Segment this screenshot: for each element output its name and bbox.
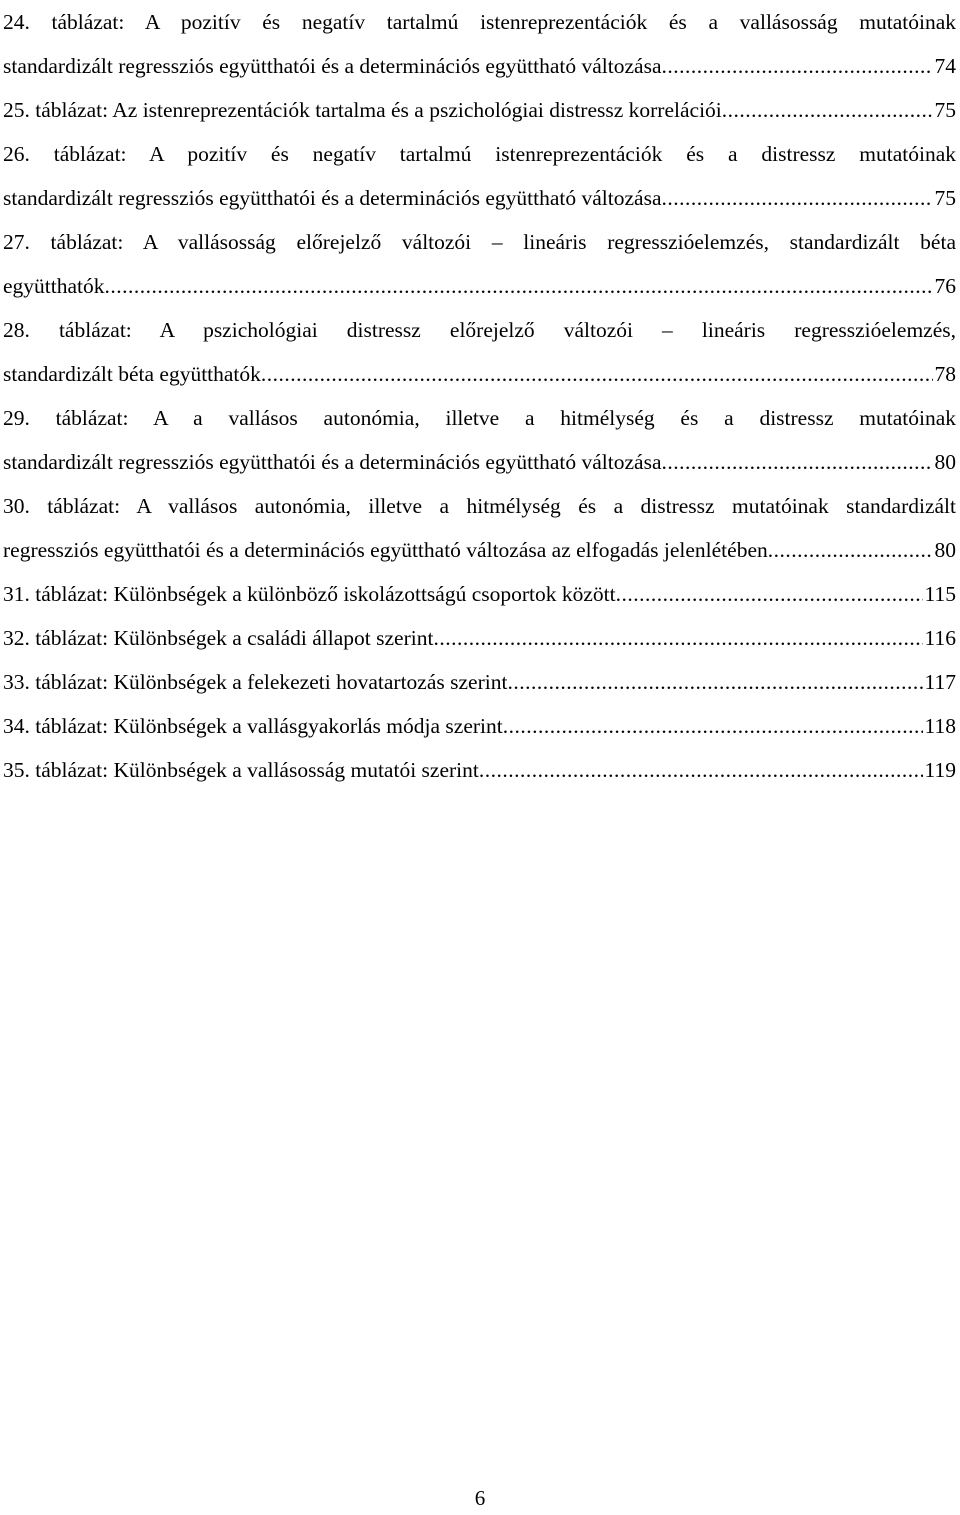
toc-entry-last-line: [3, 660, 956, 704]
dot-leader: [662, 44, 933, 88]
toc-entry-page[interactable]: 74: [934, 54, 956, 78]
dot-leader: [662, 176, 933, 220]
toc-entry-last-line: [3, 704, 956, 748]
toc-entry[interactable]: [3, 220, 956, 308]
toc-entry-line: 27. táblázat: A vallásosság előrejelző változói – lineáris regresszióelemzés, standardizált béta: [3, 230, 956, 254]
dot-leader: [507, 660, 922, 704]
toc-entry-last-line: [3, 572, 956, 616]
toc-entry-title: 31. táblázat: Különbségek a különböző iskolázottságú csoportok között: [3, 582, 616, 606]
toc-entry-last-line: [3, 748, 956, 792]
toc-entry[interactable]: [3, 132, 956, 220]
toc-entry-title: együtthatók: [3, 274, 105, 298]
table-of-tables: [3, 0, 956, 792]
dot-leader: [722, 88, 933, 132]
toc-entry[interactable]: [3, 0, 956, 88]
toc-entry[interactable]: [3, 572, 956, 616]
toc-entry[interactable]: [3, 88, 956, 132]
toc-entry-title: standardizált béta együtthatók: [3, 362, 261, 386]
toc-entry-title: regressziós együtthatói és a determinációs együttható változása az elfogadás jelenlétében: [3, 538, 768, 562]
toc-entry-page[interactable]: 119: [924, 758, 956, 782]
toc-entry-last-line: [3, 440, 956, 484]
dot-leader: [105, 264, 933, 308]
toc-entry-page[interactable]: 118: [924, 714, 956, 738]
toc-entry-line: 28. táblázat: A pszichológiai distressz előrejelző változói – lineáris regresszióelemzés,: [3, 318, 956, 342]
toc-entry-last-line: [3, 616, 956, 660]
toc-entry-page[interactable]: 117: [924, 670, 956, 694]
toc-entry-page[interactable]: 78: [934, 362, 956, 386]
toc-entry-title: 34. táblázat: Különbségek a vallásgyakorlás módja szerint: [3, 714, 503, 738]
toc-entry-title: 25. táblázat: Az istenreprezentációk tartalma és a pszichológiai distressz korrelációi: [3, 98, 722, 122]
toc-entry-line: 24. táblázat: A pozitív és negatív tartalmú istenreprezentációk és a vallásosság mutatóinak: [3, 10, 956, 34]
toc-entry-title: 32. táblázat: Különbségek a családi állapot szerint: [3, 626, 434, 650]
dot-leader: [662, 440, 933, 484]
toc-entry[interactable]: [3, 616, 956, 660]
toc-entry-title: standardizált regressziós együtthatói és a determinációs együttható változása: [3, 54, 662, 78]
toc-entry-last-line: [3, 88, 956, 132]
dot-leader: [503, 704, 923, 748]
toc-entry-title: 33. táblázat: Különbségek a felekezeti hovatartozás szerint: [3, 670, 508, 694]
toc-entry-last-line: [3, 44, 956, 88]
dot-leader: [616, 572, 923, 616]
toc-entry[interactable]: [3, 308, 956, 396]
toc-entry[interactable]: [3, 748, 956, 792]
toc-entry-line: 26. táblázat: A pozitív és negatív tartalmú istenreprezentációk és a distressz mutatóinak: [3, 142, 956, 166]
toc-entry-title: standardizált regressziós együtthatói és a determinációs együttható változása: [3, 450, 662, 474]
toc-entry-last-line: [3, 176, 956, 220]
dot-leader: [261, 352, 933, 396]
toc-entry-page[interactable]: 75: [934, 98, 956, 122]
dot-leader: [768, 528, 933, 572]
toc-entry-page[interactable]: 75: [934, 186, 956, 210]
toc-entry[interactable]: [3, 484, 956, 572]
toc-entry[interactable]: [3, 660, 956, 704]
toc-entry-page[interactable]: 115: [924, 582, 956, 606]
toc-entry-last-line: [3, 264, 956, 308]
toc-entry-line: 29. táblázat: A a vallásos autonómia, illetve a hitmélység és a distressz mutatóinak: [3, 406, 956, 430]
page-number: 6: [474, 1486, 486, 1510]
dot-leader: [433, 616, 922, 660]
toc-entry-page[interactable]: 116: [924, 626, 956, 650]
toc-entry-page[interactable]: 80: [934, 538, 956, 562]
dot-leader: [479, 748, 923, 792]
toc-entry-page[interactable]: 80: [934, 450, 956, 474]
toc-entry-line: 30. táblázat: A vallásos autonómia, illetve a hitmélység és a distressz mutatóinak standardizált: [3, 494, 956, 518]
toc-entry-last-line: [3, 528, 956, 572]
toc-entry-title: standardizált regressziós együtthatói és a determinációs együttható változása: [3, 186, 662, 210]
toc-entry[interactable]: [3, 396, 956, 484]
toc-entry-title: 35. táblázat: Különbségek a vallásosság mutatói szerint: [3, 758, 479, 782]
toc-entry-last-line: [3, 352, 956, 396]
toc-entry-page[interactable]: 76: [934, 274, 956, 298]
toc-entry[interactable]: [3, 704, 956, 748]
